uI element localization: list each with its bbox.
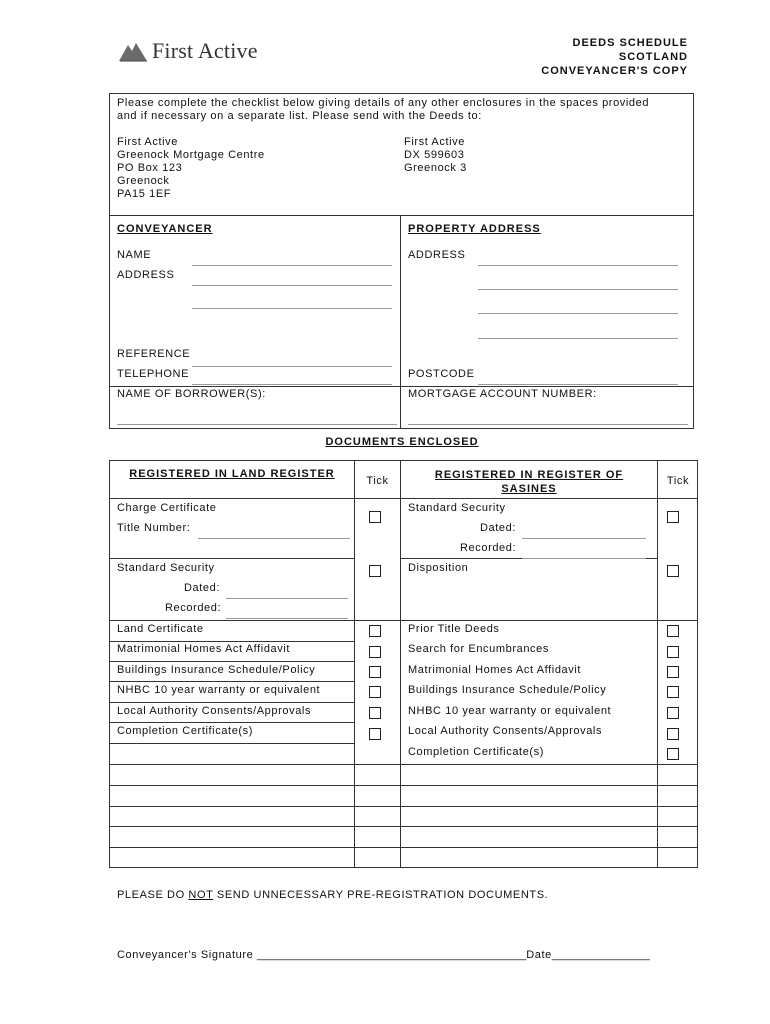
divider bbox=[109, 764, 698, 765]
divider bbox=[109, 558, 355, 559]
list-item: Prior Title Deeds bbox=[408, 623, 500, 635]
address-label: ADDRESS bbox=[117, 269, 175, 281]
title-number-input-line[interactable] bbox=[198, 538, 350, 539]
address-line: Greenock bbox=[117, 175, 170, 187]
list-item: Matrimonial Homes Act Affidavit bbox=[117, 643, 291, 655]
postcode-label: POSTCODE bbox=[408, 368, 475, 380]
signature-line bbox=[117, 949, 650, 962]
signature-label: Conveyancer's Signature bbox=[117, 949, 254, 961]
divider bbox=[109, 641, 355, 642]
recorded-label: Recorded: bbox=[165, 602, 222, 614]
divider bbox=[109, 722, 355, 723]
nhbc-warranty-checkbox[interactable] bbox=[369, 686, 381, 698]
dated-input-line[interactable] bbox=[226, 598, 348, 599]
prior-title-deeds-checkbox[interactable] bbox=[667, 625, 679, 637]
brand-logo bbox=[118, 38, 258, 64]
property-address-input-line[interactable] bbox=[478, 338, 678, 339]
sasines-recorded-input-line[interactable] bbox=[522, 558, 646, 559]
property-address-input-line[interactable] bbox=[478, 313, 678, 314]
title-line-1: DEEDS SCHEDULE bbox=[572, 37, 688, 49]
send-to-address bbox=[117, 136, 265, 201]
property-address-input-line[interactable] bbox=[478, 265, 678, 266]
property-address-input-line[interactable] bbox=[478, 289, 678, 290]
sasines-matrimonial-checkbox[interactable] bbox=[667, 666, 679, 678]
divider bbox=[109, 620, 698, 621]
mortgage-account-input-line[interactable] bbox=[408, 424, 688, 425]
sasines-standard-security-label: Standard Security bbox=[408, 502, 506, 514]
land-register-heading: REGISTERED IN LAND REGISTER bbox=[129, 468, 335, 480]
list-item: Completion Certificate(s) bbox=[408, 746, 545, 758]
divider bbox=[109, 498, 698, 499]
name-input-line[interactable] bbox=[192, 265, 392, 266]
list-item: Matrimonial Homes Act Affidavit bbox=[408, 664, 582, 676]
title-line-3: CONVEYANCER'S COPY bbox=[541, 65, 688, 77]
standard-security-checkbox[interactable] bbox=[369, 565, 381, 577]
divider bbox=[109, 661, 355, 662]
title-line-2: SCOTLAND bbox=[618, 51, 688, 63]
matrimonial-affidavit-checkbox[interactable] bbox=[369, 646, 381, 658]
sasines-local-authority-checkbox[interactable] bbox=[667, 728, 679, 740]
send-to-dx bbox=[404, 136, 467, 175]
notice-emphasis: NOT bbox=[188, 889, 214, 901]
document-title bbox=[541, 36, 688, 78]
sasines-heading bbox=[400, 468, 658, 496]
borrower-input-line[interactable] bbox=[117, 424, 397, 425]
tick-column-header: Tick bbox=[366, 475, 389, 487]
property-heading: PROPERTY ADDRESS bbox=[408, 223, 541, 235]
tick-column-header: Tick bbox=[666, 475, 690, 487]
property-address-label: ADDRESS bbox=[408, 249, 466, 261]
list-item: Buildings Insurance Schedule/Policy bbox=[117, 664, 316, 676]
notice-suffix: SEND UNNECESSARY PRE-REGISTRATION DOCUMENTS. bbox=[213, 889, 549, 901]
borrower-label: NAME OF BORROWER(S): bbox=[117, 388, 266, 400]
buildings-insurance-checkbox[interactable] bbox=[369, 666, 381, 678]
address-line: PA15 1EF bbox=[117, 188, 172, 200]
divider bbox=[109, 681, 355, 682]
sasines-dated-label: Dated: bbox=[480, 522, 517, 534]
list-item: NHBC 10 year warranty or equivalent bbox=[117, 684, 321, 696]
date-blank[interactable]: ________________ bbox=[551, 949, 650, 961]
charge-certificate-checkbox[interactable] bbox=[369, 511, 381, 523]
divider bbox=[109, 785, 698, 786]
divider bbox=[109, 702, 355, 703]
divider bbox=[109, 847, 698, 848]
address-line: PO Box 123 bbox=[117, 162, 183, 174]
sasines-nhbc-checkbox[interactable] bbox=[667, 707, 679, 719]
intro-text bbox=[117, 97, 649, 123]
recorded-input-line[interactable] bbox=[226, 618, 348, 619]
list-item: Buildings Insurance Schedule/Policy bbox=[408, 684, 607, 696]
documents-enclosed-heading: DOCUMENTS ENCLOSED bbox=[325, 436, 479, 448]
mountain-logo-icon bbox=[118, 39, 148, 63]
sasines-heading-line-2: SASINES bbox=[501, 483, 557, 495]
intro-line-1: Please complete the checklist below giving details of any other enclosures in the spaces provided bbox=[117, 97, 650, 109]
dx-line: First Active bbox=[404, 136, 465, 148]
list-item: Search for Encumbrances bbox=[408, 643, 549, 655]
dated-label: Dated: bbox=[184, 582, 221, 594]
telephone-input-line[interactable] bbox=[192, 384, 392, 385]
reference-label: REFERENCE bbox=[117, 348, 191, 360]
sasines-dated-input-line[interactable] bbox=[522, 538, 646, 539]
dx-line: Greenock 3 bbox=[404, 162, 467, 174]
signature-blank[interactable]: ____________________________________________ bbox=[257, 949, 527, 961]
land-certificate-checkbox[interactable] bbox=[369, 625, 381, 637]
divider bbox=[109, 826, 698, 827]
list-item: NHBC 10 year warranty or equivalent bbox=[408, 705, 612, 717]
divider bbox=[109, 806, 698, 807]
postcode-input-line[interactable] bbox=[478, 384, 678, 385]
reference-input-line[interactable] bbox=[192, 366, 392, 367]
list-item: Land Certificate bbox=[117, 623, 204, 635]
name-label: NAME bbox=[117, 249, 152, 261]
address-input-line[interactable] bbox=[192, 285, 392, 286]
divider bbox=[400, 215, 401, 429]
list-item: Local Authority Consents/Approvals bbox=[117, 705, 312, 717]
brand-name: First Active bbox=[152, 38, 258, 63]
mortgage-account-label: MORTGAGE ACCOUNT NUMBER: bbox=[408, 388, 597, 400]
sasines-completion-checkbox[interactable] bbox=[667, 748, 679, 760]
list-item: Completion Certificate(s) bbox=[117, 725, 254, 737]
dx-line: DX 599603 bbox=[404, 149, 465, 161]
pre-registration-notice bbox=[117, 889, 548, 902]
sasines-heading-line-1: REGISTERED IN REGISTER OF bbox=[434, 469, 624, 481]
disposition-checkbox[interactable] bbox=[667, 565, 679, 577]
completion-certificate-checkbox[interactable] bbox=[369, 728, 381, 740]
conveyancer-heading: CONVEYANCER bbox=[117, 223, 213, 235]
sasines-recorded-label: Recorded: bbox=[460, 542, 517, 554]
list-item: Local Authority Consents/Approvals bbox=[408, 725, 603, 737]
standard-security-label: Standard Security bbox=[117, 562, 215, 574]
notice-prefix: PLEASE DO bbox=[117, 889, 189, 901]
address-line: First Active bbox=[117, 136, 178, 148]
intro-line-2: and if necessary on a separate list. Please send with the Deeds to: bbox=[117, 110, 482, 122]
charge-certificate-label: Charge Certificate bbox=[117, 502, 217, 514]
address-input-line[interactable] bbox=[192, 308, 392, 309]
title-number-label: Title Number: bbox=[117, 522, 191, 534]
telephone-label: TELEPHONE bbox=[117, 368, 190, 380]
sasines-standard-security-checkbox[interactable] bbox=[667, 511, 679, 523]
divider bbox=[109, 386, 694, 387]
divider bbox=[109, 215, 694, 216]
divider bbox=[109, 743, 355, 744]
sasines-buildings-insurance-checkbox[interactable] bbox=[667, 686, 679, 698]
date-label: Date bbox=[526, 949, 552, 961]
disposition-label: Disposition bbox=[408, 562, 469, 574]
address-line: Greenock Mortgage Centre bbox=[117, 149, 265, 161]
local-authority-checkbox[interactable] bbox=[369, 707, 381, 719]
search-encumbrances-checkbox[interactable] bbox=[667, 646, 679, 658]
